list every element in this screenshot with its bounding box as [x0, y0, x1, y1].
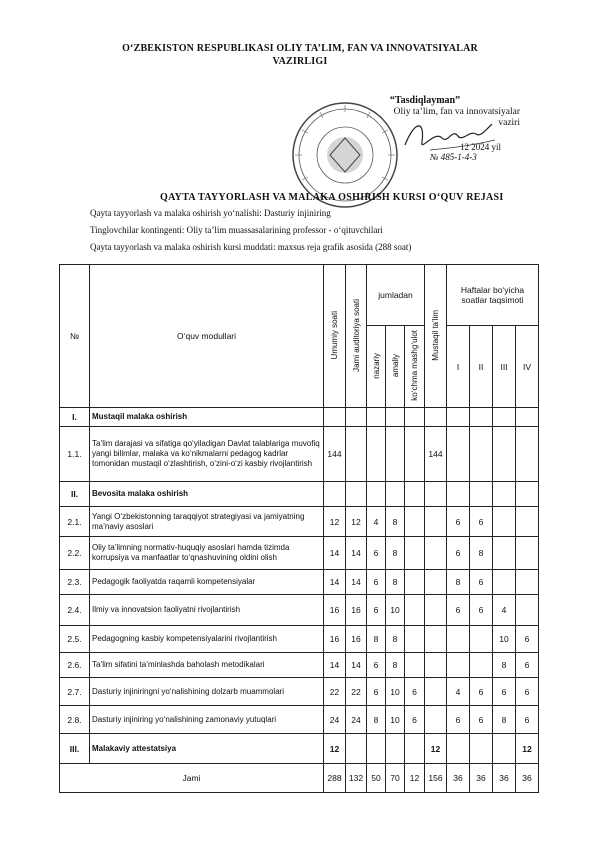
total-hours: 14 — [324, 570, 346, 595]
week-3-hours: 8 — [493, 706, 516, 734]
row-number: 2.5. — [60, 626, 90, 653]
total-hours: 144 — [324, 427, 346, 482]
week-4-hours: 6 — [516, 678, 539, 706]
week-1-hours — [447, 427, 470, 482]
module-name: Pedagogik faoliyatda raqamli kompetensiyalar — [90, 570, 324, 595]
week-3-hours — [493, 537, 516, 570]
total-label: Jami — [60, 764, 324, 793]
row-number: 2.3. — [60, 570, 90, 595]
col-header-auditorium-hours: Jami auditoriya soati — [351, 298, 361, 372]
module-name: Yangi O‘zbekistonning taraqqiyot strategiyasi va jamiyatning ma’naviy asoslari — [90, 507, 324, 537]
visit-hours — [405, 734, 425, 764]
total-hours: 288 — [324, 764, 346, 793]
week-4-hours: 36 — [516, 764, 539, 793]
table-row — [60, 427, 539, 482]
theory-hours: 8 — [367, 626, 386, 653]
practice-hours: 8 — [386, 626, 405, 653]
week-4-hours: 6 — [516, 706, 539, 734]
independent-hours: 12 — [425, 734, 447, 764]
module-name: Mustaqil malaka oshirish — [90, 408, 324, 427]
col-header-including: jumladan — [367, 265, 425, 326]
auditorium-hours: 14 — [346, 570, 367, 595]
table-section-row — [60, 482, 539, 507]
row-number: II. — [60, 482, 90, 507]
week-4-hours: 6 — [516, 653, 539, 678]
ministry-title: O‘ZBEKISTON RESPUBLIKASI OLIY TA’LIM, FAN VA INNOVATSIYALAR VAZIRLIGI — [122, 43, 478, 67]
info-duration: Qayta tayyorlash va malaka oshirish kursi muddati: maxsus reja grafik asosida (288 soat) — [90, 242, 412, 252]
visit-hours: 6 — [405, 706, 425, 734]
week-2-hours — [470, 482, 493, 507]
visit-hours — [405, 507, 425, 537]
week-1-hours: 6 — [447, 706, 470, 734]
visit-hours — [405, 537, 425, 570]
row-number: III. — [60, 734, 90, 764]
week-3-hours — [493, 427, 516, 482]
week-2-hours: 6 — [470, 595, 493, 626]
theory-hours: 4 — [367, 507, 386, 537]
independent-hours: 144 — [425, 427, 447, 482]
week-3-hours: 8 — [493, 653, 516, 678]
row-number: 2.4. — [60, 595, 90, 626]
table-row — [60, 570, 539, 595]
row-number: I. — [60, 408, 90, 427]
total-hours: 16 — [324, 626, 346, 653]
week-2-hours: 6 — [470, 570, 493, 595]
week-3-hours: 4 — [493, 595, 516, 626]
auditorium-hours — [346, 482, 367, 507]
row-number: 2.8. — [60, 706, 90, 734]
auditorium-hours: 22 — [346, 678, 367, 706]
practice-hours: 8 — [386, 653, 405, 678]
week-1-hours — [447, 653, 470, 678]
week-2-hours — [470, 734, 493, 764]
total-hours: 12 — [324, 507, 346, 537]
auditorium-hours: 14 — [346, 653, 367, 678]
table-section-row — [60, 734, 539, 764]
col-header-weekly-distribution: Haftalar bo‘yicha soatlar taqsimoti — [447, 265, 539, 326]
week-3-hours — [493, 570, 516, 595]
practice-hours: 8 — [386, 507, 405, 537]
visit-hours — [405, 653, 425, 678]
week-4-hours — [516, 570, 539, 595]
total-hours: 12 — [324, 734, 346, 764]
week-4-hours — [516, 408, 539, 427]
auditorium-hours: 132 — [346, 764, 367, 793]
module-name: Pedagogning kasbiy kompetensiyalarini rivojlantirish — [90, 626, 324, 653]
module-name: Ta’lim sifatini ta’minlashda baholash metodikalari — [90, 653, 324, 678]
week-2-hours — [470, 427, 493, 482]
row-number: 2.1. — [60, 507, 90, 537]
total-hours: 16 — [324, 595, 346, 626]
table-row — [60, 537, 539, 570]
auditorium-hours: 12 — [346, 507, 367, 537]
row-number: 2.2. — [60, 537, 90, 570]
auditorium-hours: 14 — [346, 537, 367, 570]
auditorium-hours: 16 — [346, 626, 367, 653]
col-header-practice: amaliy — [390, 353, 400, 378]
week-3-hours: 6 — [493, 678, 516, 706]
practice-hours — [386, 408, 405, 427]
total-hours: 22 — [324, 678, 346, 706]
table-section-row — [60, 408, 539, 427]
total-hours — [324, 408, 346, 427]
practice-hours — [386, 482, 405, 507]
practice-hours — [386, 427, 405, 482]
visit-hours — [405, 570, 425, 595]
table-row — [60, 706, 539, 734]
week-2-hours — [470, 626, 493, 653]
week-1-hours: 36 — [447, 764, 470, 793]
visit-hours — [405, 427, 425, 482]
visit-hours: 12 — [405, 764, 425, 793]
week-3-hours: 10 — [493, 626, 516, 653]
table-row — [60, 678, 539, 706]
visit-hours — [405, 595, 425, 626]
week-4-hours: 6 — [516, 626, 539, 653]
practice-hours: 10 — [386, 706, 405, 734]
week-4-hours — [516, 507, 539, 537]
table-row — [60, 595, 539, 626]
practice-hours: 10 — [386, 678, 405, 706]
week-4-hours: 12 — [516, 734, 539, 764]
col-header-week-3: III — [493, 326, 516, 408]
col-header-week-1: I — [447, 326, 470, 408]
week-2-hours: 6 — [470, 507, 493, 537]
week-1-hours: 8 — [447, 570, 470, 595]
week-2-hours — [470, 653, 493, 678]
theory-hours: 6 — [367, 537, 386, 570]
practice-hours: 70 — [386, 764, 405, 793]
info-contingent: Tinglovchilar kontingenti: Oliy ta’lim muassasalarining professor - o‘qituvchilari — [90, 225, 383, 235]
independent-hours — [425, 408, 447, 427]
curriculum-table — [59, 264, 539, 793]
table-row — [60, 507, 539, 537]
theory-hours: 50 — [367, 764, 386, 793]
week-3-hours — [493, 482, 516, 507]
week-4-hours — [516, 537, 539, 570]
total-hours: 14 — [324, 537, 346, 570]
independent-hours — [425, 507, 447, 537]
week-4-hours — [516, 427, 539, 482]
approval-line2: vaziri — [498, 118, 520, 128]
row-number: 2.7. — [60, 678, 90, 706]
week-3-hours — [493, 734, 516, 764]
week-1-hours — [447, 734, 470, 764]
week-2-hours: 6 — [470, 678, 493, 706]
visit-hours — [405, 626, 425, 653]
independent-hours — [425, 482, 447, 507]
week-1-hours — [447, 482, 470, 507]
theory-hours — [367, 427, 386, 482]
visit-hours — [405, 482, 425, 507]
theory-hours: 6 — [367, 678, 386, 706]
visit-hours — [405, 408, 425, 427]
week-3-hours — [493, 507, 516, 537]
table-total-row — [60, 764, 539, 793]
auditorium-hours — [346, 408, 367, 427]
info-direction: Qayta tayyorlash va malaka oshirish yo‘nalishi: Dasturiy injiniring — [90, 208, 331, 218]
module-name: Oliy ta’limning normativ-huquqiy asoslari hamda tizimda korrupsiya va manfaatlar to‘qnashuvining oldini olish — [90, 537, 324, 570]
week-3-hours: 36 — [493, 764, 516, 793]
module-name: Ta’lim darajasi va sifatiga qo‘yiladigan Davlat talablariga muvofiq yangi bilimlar, malaka va ko‘nikmalarni pedagog kadrlar tomonidan mustaqil o‘zlashtirish, o‘zini-o‘zi kasbiy rivojlantirish — [90, 427, 324, 482]
theory-hours: 6 — [367, 570, 386, 595]
module-name: Dasturiy injiniringni yo‘nalishining dolzarb muammolari — [90, 678, 324, 706]
table-row — [60, 653, 539, 678]
week-1-hours: 4 — [447, 678, 470, 706]
auditorium-hours: 16 — [346, 595, 367, 626]
approval-title: “Tasdiqlayman” — [389, 95, 461, 106]
independent-hours — [425, 706, 447, 734]
week-1-hours: 6 — [447, 595, 470, 626]
practice-hours: 10 — [386, 595, 405, 626]
col-header-theory: nazariy — [371, 352, 381, 379]
col-header-week-4: IV — [516, 326, 539, 408]
week-1-hours — [447, 408, 470, 427]
theory-hours: 6 — [367, 653, 386, 678]
document-title: QAYTA TAYYORLASH VA MALAKA OSHIRISH KURSI O‘QUV REJASI — [160, 192, 504, 203]
approval-registration-number: № 485-1-4-3 — [430, 152, 477, 162]
module-name: Bevosita malaka oshirish — [90, 482, 324, 507]
theory-hours: 8 — [367, 706, 386, 734]
practice-hours — [386, 734, 405, 764]
approval-line1: Oliy ta’lim, fan va innovatsiyalar — [393, 106, 520, 117]
week-2-hours — [470, 408, 493, 427]
total-hours — [324, 482, 346, 507]
approval-date: 12 2024 yil — [460, 142, 502, 152]
theory-hours — [367, 482, 386, 507]
module-name: Dasturiy injiniring yo‘nalishining zamonaviy yutuqlari — [90, 706, 324, 734]
week-2-hours: 6 — [470, 706, 493, 734]
col-header-number: № — [60, 265, 90, 408]
table-row — [60, 626, 539, 653]
theory-hours — [367, 734, 386, 764]
col-header-visit-session: ko‘chma mashg‘ulot — [410, 330, 419, 401]
row-number: 1.1. — [60, 427, 90, 482]
auditorium-hours — [346, 427, 367, 482]
independent-hours — [425, 626, 447, 653]
week-2-hours: 36 — [470, 764, 493, 793]
independent-hours — [425, 570, 447, 595]
signature-handwritten — [400, 110, 500, 160]
week-2-hours: 8 — [470, 537, 493, 570]
independent-hours: 156 — [425, 764, 447, 793]
practice-hours: 8 — [386, 537, 405, 570]
independent-hours — [425, 537, 447, 570]
week-1-hours: 6 — [447, 537, 470, 570]
module-name: Ilmiy va innovatsion faoliyatni rivojlantirish — [90, 595, 324, 626]
col-header-independent-study: Mustaqil ta’lim — [431, 309, 440, 361]
total-hours: 24 — [324, 706, 346, 734]
independent-hours — [425, 595, 447, 626]
row-number: 2.6. — [60, 653, 90, 678]
col-header-total-hours: Umumiy soati — [330, 310, 339, 360]
week-4-hours — [516, 482, 539, 507]
theory-hours: 6 — [367, 595, 386, 626]
week-4-hours — [516, 595, 539, 626]
col-header-week-2: II — [470, 326, 493, 408]
theory-hours — [367, 408, 386, 427]
visit-hours: 6 — [405, 678, 425, 706]
independent-hours — [425, 653, 447, 678]
total-hours: 14 — [324, 653, 346, 678]
week-3-hours — [493, 408, 516, 427]
module-name: Malakaviy attestatsiya — [90, 734, 324, 764]
week-1-hours — [447, 626, 470, 653]
col-header-modules: O‘quv modullari — [90, 265, 324, 408]
practice-hours: 8 — [386, 570, 405, 595]
week-1-hours: 6 — [447, 507, 470, 537]
independent-hours — [425, 678, 447, 706]
auditorium-hours: 24 — [346, 706, 367, 734]
auditorium-hours — [346, 734, 367, 764]
